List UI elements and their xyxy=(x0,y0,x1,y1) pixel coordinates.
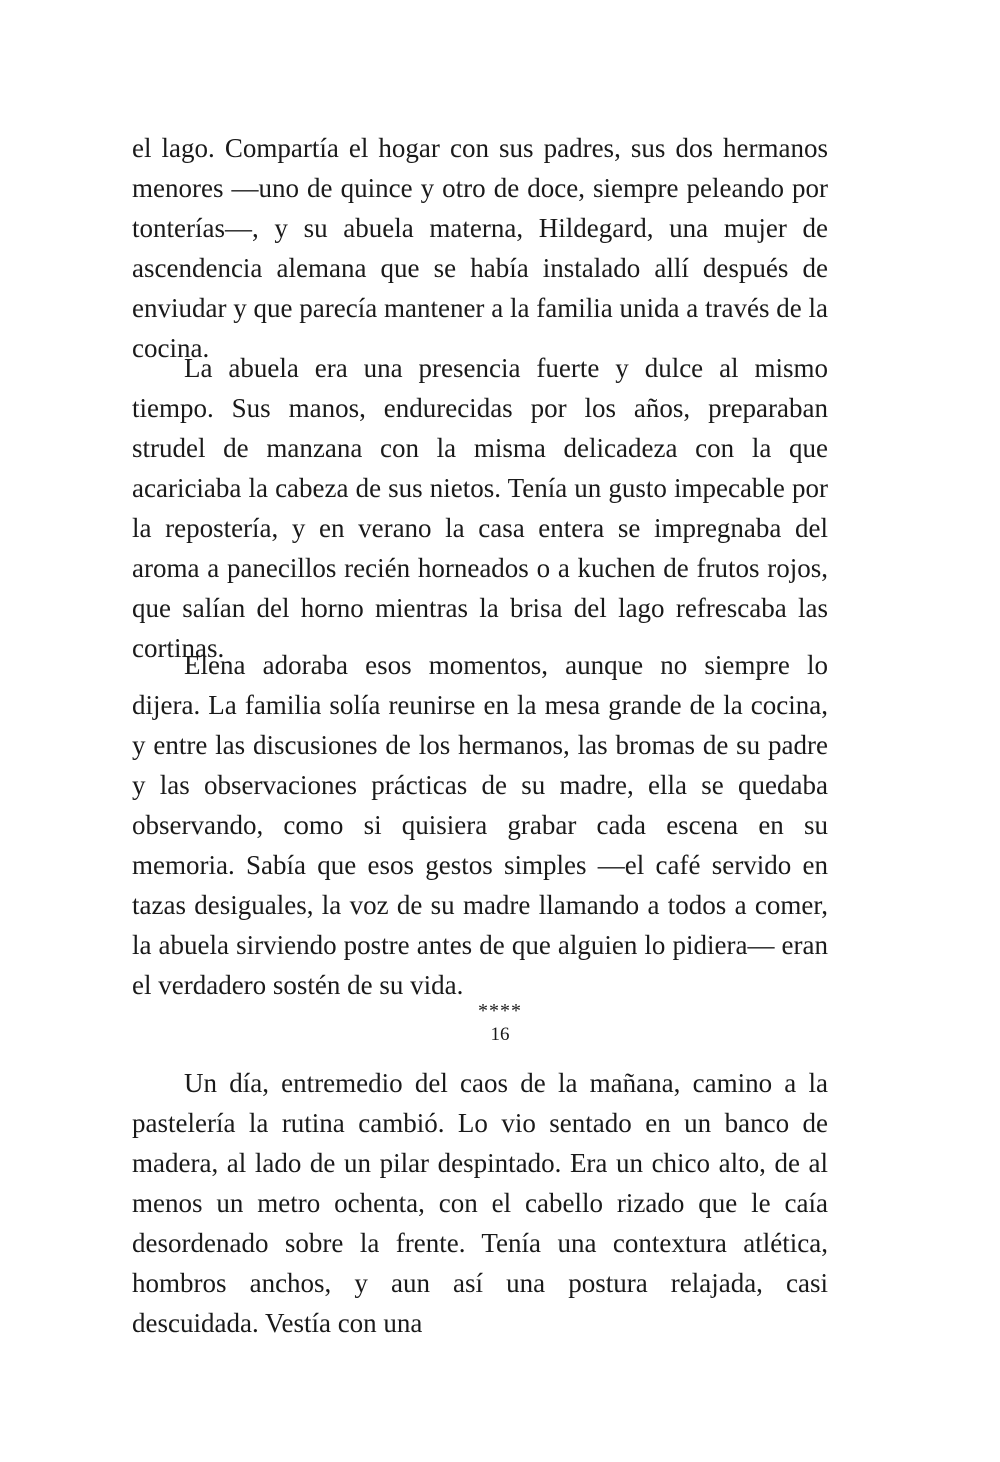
text-block-un-dia xyxy=(132,1063,828,1343)
paragraph-un-dia: Un día, entremedio del caos de la mañana, camino a la pastelería la rutina cambió. Lo vio sentado en un banco de madera, al lado de un pilar despintado. Era un chico alto, de al menos un metro ochenta, con el cabello rizado que le caía desordenado sobre la frente. Tenía una contextura atlética, hombros anchos, y aun así una postura relajada, casi descuidada. Vestía con una xyxy=(132,1068,828,1338)
text-block-elena xyxy=(132,645,828,1005)
paragraph-continuation: el lago. Compartía el hogar con sus padres, sus dos hermanos menores —uno de quince y otro de doce, siempre peleando por tonterías—, y su abuela materna, Hildegard, una mujer de ascendencia alemana que se había instalado allí después de enviudar y que parecía mantener a la familia unida a través de la cocina. xyxy=(132,133,828,363)
paragraph-abuela: La abuela era una presencia fuerte y dulce al mismo tiempo. Sus manos, endurecidas por los años, preparaban strudel de manzana con la misma delicadeza con la que acariciaba la cabeza de sus nietos. Tenía un gusto impecable por la repostería, y en verano la casa entera se impregnaba del aroma a panecillos recién horneados o a kuchen de frutos rojos, que salían del horno mientras la brisa del lago refrescaba las cortinas. xyxy=(132,353,828,663)
page-number: 16 xyxy=(490,1024,510,1045)
paragraph-elena: Elena adoraba esos momentos, aunque no siempre lo dijera. La familia solía reunirse en la mesa grande de la cocina, y entre las discusiones de los hermanos, las bromas de su padre y las observaciones prácticas de su madre, ella se quedaba observando, como si quisiera grabar cada escena en su memoria. Sabía que esos gestos simples —el café servido en tazas desiguales, la voz de su madre llamando a todos a comer, la abuela sirviendo postre antes de que alguien lo pidiera— eran el verdadero sostén de su vida. xyxy=(132,650,828,1000)
text-block-top xyxy=(132,128,828,368)
text-block-abuela xyxy=(132,348,828,668)
section-separator: **** xyxy=(478,1000,522,1022)
